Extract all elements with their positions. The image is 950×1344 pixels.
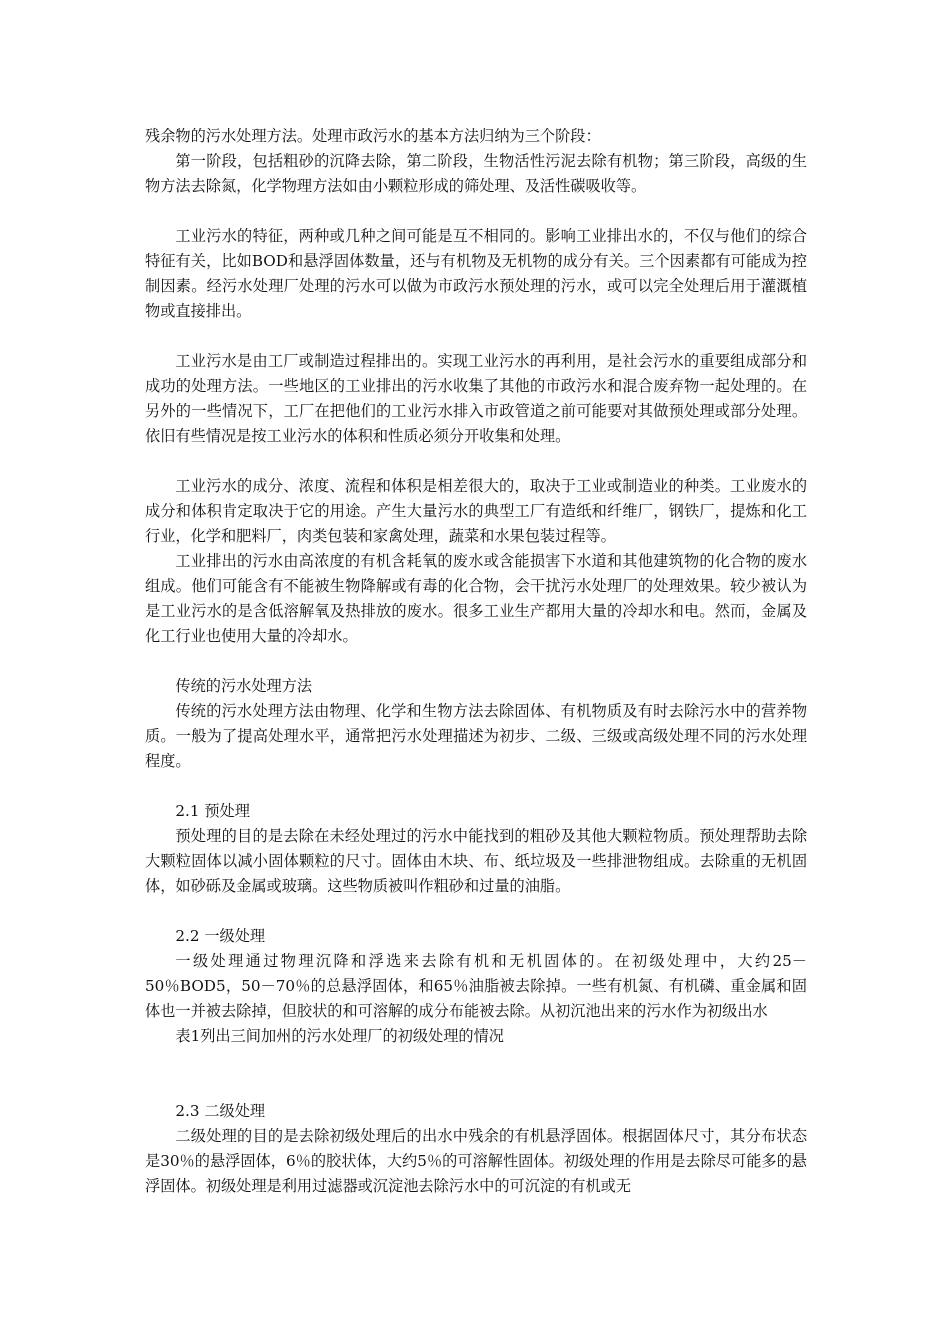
section-heading: 2.3 二级处理 (175, 1102, 266, 1120)
paragraph: 工业污水是由工厂或制造过程排出的。实现工业污水的再利用，是社会污水的重要组成部分和成功的处理方法。一些地区的工业排出的污水收集了其他的市政污水和混合废弃物一起处理的。在另外的一些情况下，工厂在把他们的工业污水排入市政管道之前可能要对其做预处理或部分处理。依旧有些情况是按工业污水的体积和性质必须分开收集和处理。 (145, 352, 807, 445)
paragraph: 第一阶段，包括粗砂的沉降去除，第二阶段，生物活性污泥去除有机物；第三阶段，高级的生物方法去除氮，化学物理方法如由小颗粒形成的筛处理、及活性碳吸收等。 (145, 152, 807, 195)
spacer (145, 1049, 807, 1099)
section-heading: 2.1 预处理 (175, 802, 250, 820)
paragraph: 表1列出三间加州的污水处理厂的初级处理的情况 (175, 1027, 504, 1045)
paragraph: 工业污水的成分、浓度、流程和体积是相差很大的，取决于工业或制造业的种类。工业废水的成分和体积肯定取决于它的用途。产生大量污水的典型工厂有造纸和纤维厂，钢铁厂，提炼和化工行业，化学和肥料厂，肉类包装和家禽处理，蔬菜和水果包装过程等。 (145, 477, 807, 545)
spacer (145, 324, 807, 349)
paragraph: 工业排出的污水由高浓度的有机含耗氧的废水或含能损害下水道和其他建筑物的化合物的废水组成。他们可能含有不能被生物降解或有毒的化合物，会干扰污水处理厂的处理效果。较少被认为是工业污水的是含低溶解氧及热排放的废水。很多工业生产都用大量的冷却水和电。然而，金属及化工行业也使用大量的冷却水。 (145, 552, 807, 645)
document-page (145, 124, 807, 1199)
spacer (145, 449, 807, 474)
section-heading: 传统的污水处理方法 (175, 677, 313, 695)
paragraph: 二级处理的目的是去除初级处理后的出水中残余的有机悬浮固体。根据固体尺寸，其分布状态是30％的悬浮固体，6％的胶状体，大约5％的可溶解性固体。初级处理的作用是去除尽可能多的悬浮固体。初级处理是利用过滤器或沉淀池去除污水中的可沉淀的有机或无 (145, 1127, 807, 1195)
paragraph: 残余物的污水处理方法。处理市政污水的基本方法归纳为三个阶段： (145, 127, 601, 145)
paragraph: 工业污水的特征，两种或几种之间可能是互不相同的。影响工业排出水的，不仅与他们的综合特征有关，比如BOD和悬浮固体数量，还与有机物及无机物的成分有关。三个因素都有可能成为控制因素。经污水处理厂处理的污水可以做为市政污水预处理的污水，或可以完全处理后用于灌溉植物或直接排出。 (145, 227, 807, 320)
section-heading: 2.2 一级处理 (175, 927, 266, 945)
spacer (145, 649, 807, 674)
spacer (145, 899, 807, 924)
spacer (145, 774, 807, 799)
spacer (145, 199, 807, 224)
paragraph: 预处理的目的是去除在未经处理过的污水中能找到的粗砂及其他大颗粒物质。预处理帮助去除大颗粒固体以减小固体颗粒的尺寸。固体由木块、布、纸垃圾及一些排泄物组成。去除重的无机固体，如砂砾及金属或玻璃。这些物质被叫作粗砂和过量的油脂。 (145, 827, 807, 895)
paragraph: 传统的污水处理方法由物理、化学和生物方法去除固体、有机物质及有时去除污水中的营养物质。一般为了提高处理水平，通常把污水处理描述为初步、二级、三级或高级处理不同的污水处理程度。 (145, 702, 807, 770)
paragraph: 一级处理通过物理沉降和浮选来去除有机和无机固体的。在初级处理中，大约25－50％BOD5，50－70％的总悬浮固体，和65％油脂被去除掉。一些有机氮、有机磷、重金属和固体也一并被去除掉，但胶状的和可溶解的成分布能被去除。从初沉池出来的污水作为初级出水 (145, 952, 807, 1020)
